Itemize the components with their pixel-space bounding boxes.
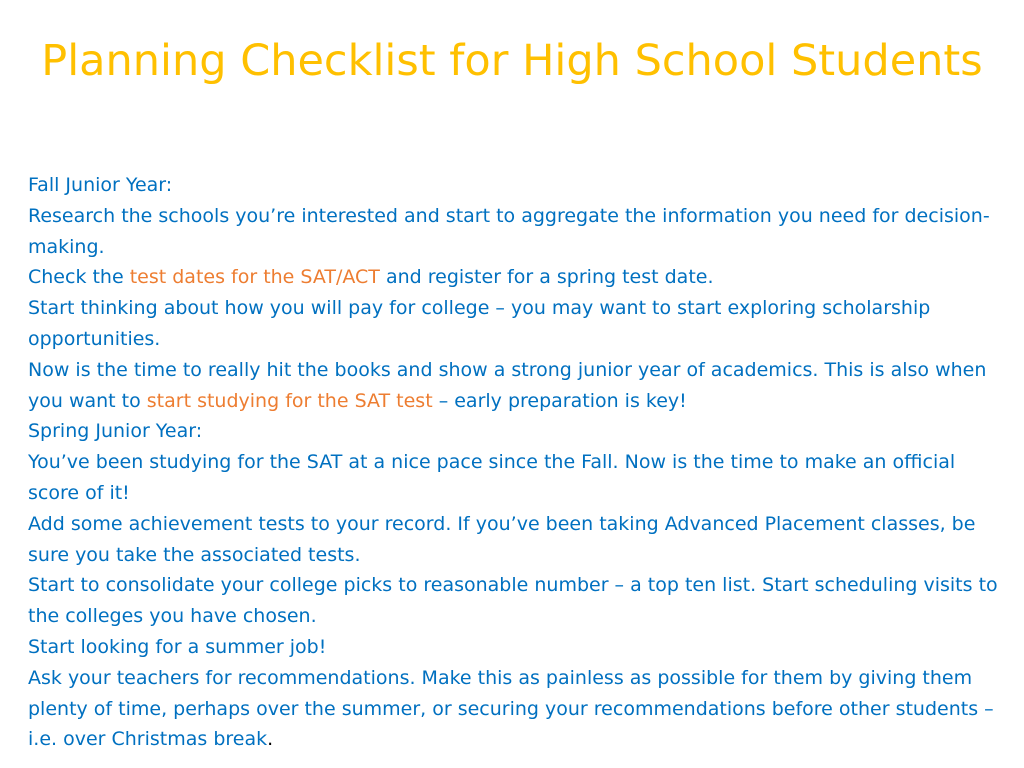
slide-title: Planning Checklist for High School Students — [41, 36, 983, 86]
item-text: – early preparation is key! — [432, 389, 687, 412]
sat-study-link[interactable]: start studying for the SAT test — [146, 389, 433, 412]
checklist-item — [28, 355, 1003, 417]
item-text: Ask your teachers for recommendations. Make this as painless as possible for them by giving them plenty of time, perhaps over the summer, or securing your recommendations before other students – i.e. over Christmas break — [28, 666, 994, 751]
item-end-period: . — [267, 728, 274, 751]
checklist-item: Start looking for a summer job! — [28, 635, 327, 658]
checklist-body — [28, 170, 1003, 755]
checklist-item: Start thinking about how you will pay for college – you may want to start exploring scholarship opportunities. — [28, 297, 931, 350]
test-dates-link[interactable]: test dates for the SAT/ACT — [129, 266, 380, 289]
item-text: and register for a spring test date. — [379, 266, 714, 289]
checklist-item — [28, 663, 1003, 755]
checklist-item: You’ve been studying for the SAT at a nice pace since the Fall. Now is the time to make an official score of it! — [28, 451, 956, 504]
checklist-item — [28, 262, 1003, 293]
section-heading-fall: Fall Junior Year: — [28, 174, 173, 196]
item-text: Now is the time to really hit the books and show a strong junior year of academics. This is also when you want to — [28, 358, 987, 412]
checklist-item: Research the schools you’re interested and start to aggregate the information you need for decision-making. — [28, 204, 990, 258]
item-text: Check the — [28, 266, 130, 289]
checklist-item: Start to consolidate your college picks to reasonable number – a top ten list. Start scheduling visits to the colleges you have chosen. — [28, 574, 998, 628]
section-heading-spring: Spring Junior Year: — [28, 420, 203, 443]
checklist-item: Add some achievement tests to your record. If you’ve been taking Advanced Placement classes, be sure you take the associated tests. — [28, 512, 976, 566]
